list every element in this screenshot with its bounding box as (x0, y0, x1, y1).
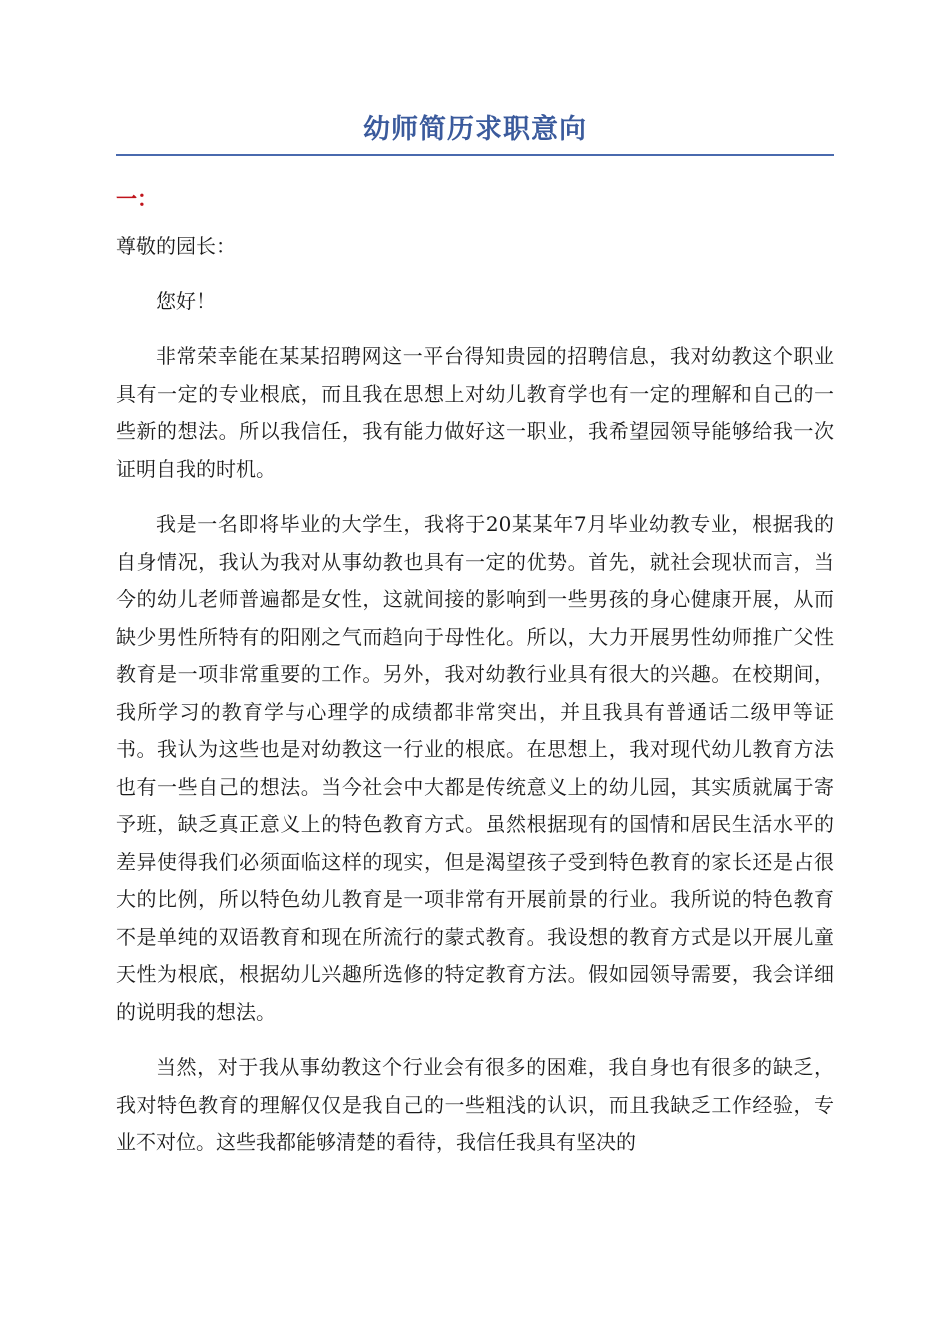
document-page (116, 110, 834, 1162)
paragraph-1: 非常荣幸能在某某招聘网这一平台得知贵园的招聘信息，我对幼教这个职业具有一定的专业根底，而且我在思想上对幼儿教育学也有一定的理解和自己的一些新的想法。所以我信任，我有能力做好这一职业，我希望园领导能够给我一次证明自我的时机。 (116, 344, 834, 481)
salutation: 尊敬的园长： (116, 234, 236, 258)
document-title: 幼师简历求职意向 (363, 114, 587, 145)
greeting: 您好！ (156, 289, 216, 313)
title-underline (116, 154, 834, 156)
section-heading: 一： (116, 186, 158, 211)
paragraph-2: 我是一名即将毕业的大学生，我将于20某某年7月毕业幼教专业，根据我的自身情况，我认为我对从事幼教也具有一定的优势。首先，就社会现状而言，当今的幼儿老师普遍都是女性，这就间接的影响到一些男孩的身心健康开展，从而缺少男性所特有的阳刚之气而趋向于母性化。所以，大力开展男性幼师推广父性教育是一项非常重要的工作。另外，我对幼教行业具有很大的兴趣。在校期间，我所学习的教育学与心理学的成绩都非常突出，并且我具有普通话二级甲等证书。我认为这些也是对幼教这一行业的根底。在思想上，我对现代幼儿教育方法也有一些自己的想法。当今社会中大都是传统意义上的幼儿园，其实质就属于寄予班，缺乏真正意义上的特色教育方式。虽然根据现有的国情和居民生活水平的差异使得我们必须面临这样的现实，但是渴望孩子受到特色教育的家长还是占很大的比例，所以特色幼儿教育是一项非常有开展前景的行业。我所说的特色教育不是单纯的双语教育和现在所流行的蒙式教育。我设想的教育方式是以开展儿童天性为根底，根据幼儿兴趣所选修的特定教育方法。假如园领导需要，我会详细的说明我的想法。 (116, 512, 834, 1024)
paragraph-3: 当然，对于我从事幼教这个行业会有很多的困难，我自身也有很多的缺乏，我对特色教育的理解仅仅是我自己的一些粗浅的认识，而且我缺乏工作经验，专业不对位。这些我都能够清楚的看待，我信任我具有坚决的 (116, 1055, 834, 1154)
